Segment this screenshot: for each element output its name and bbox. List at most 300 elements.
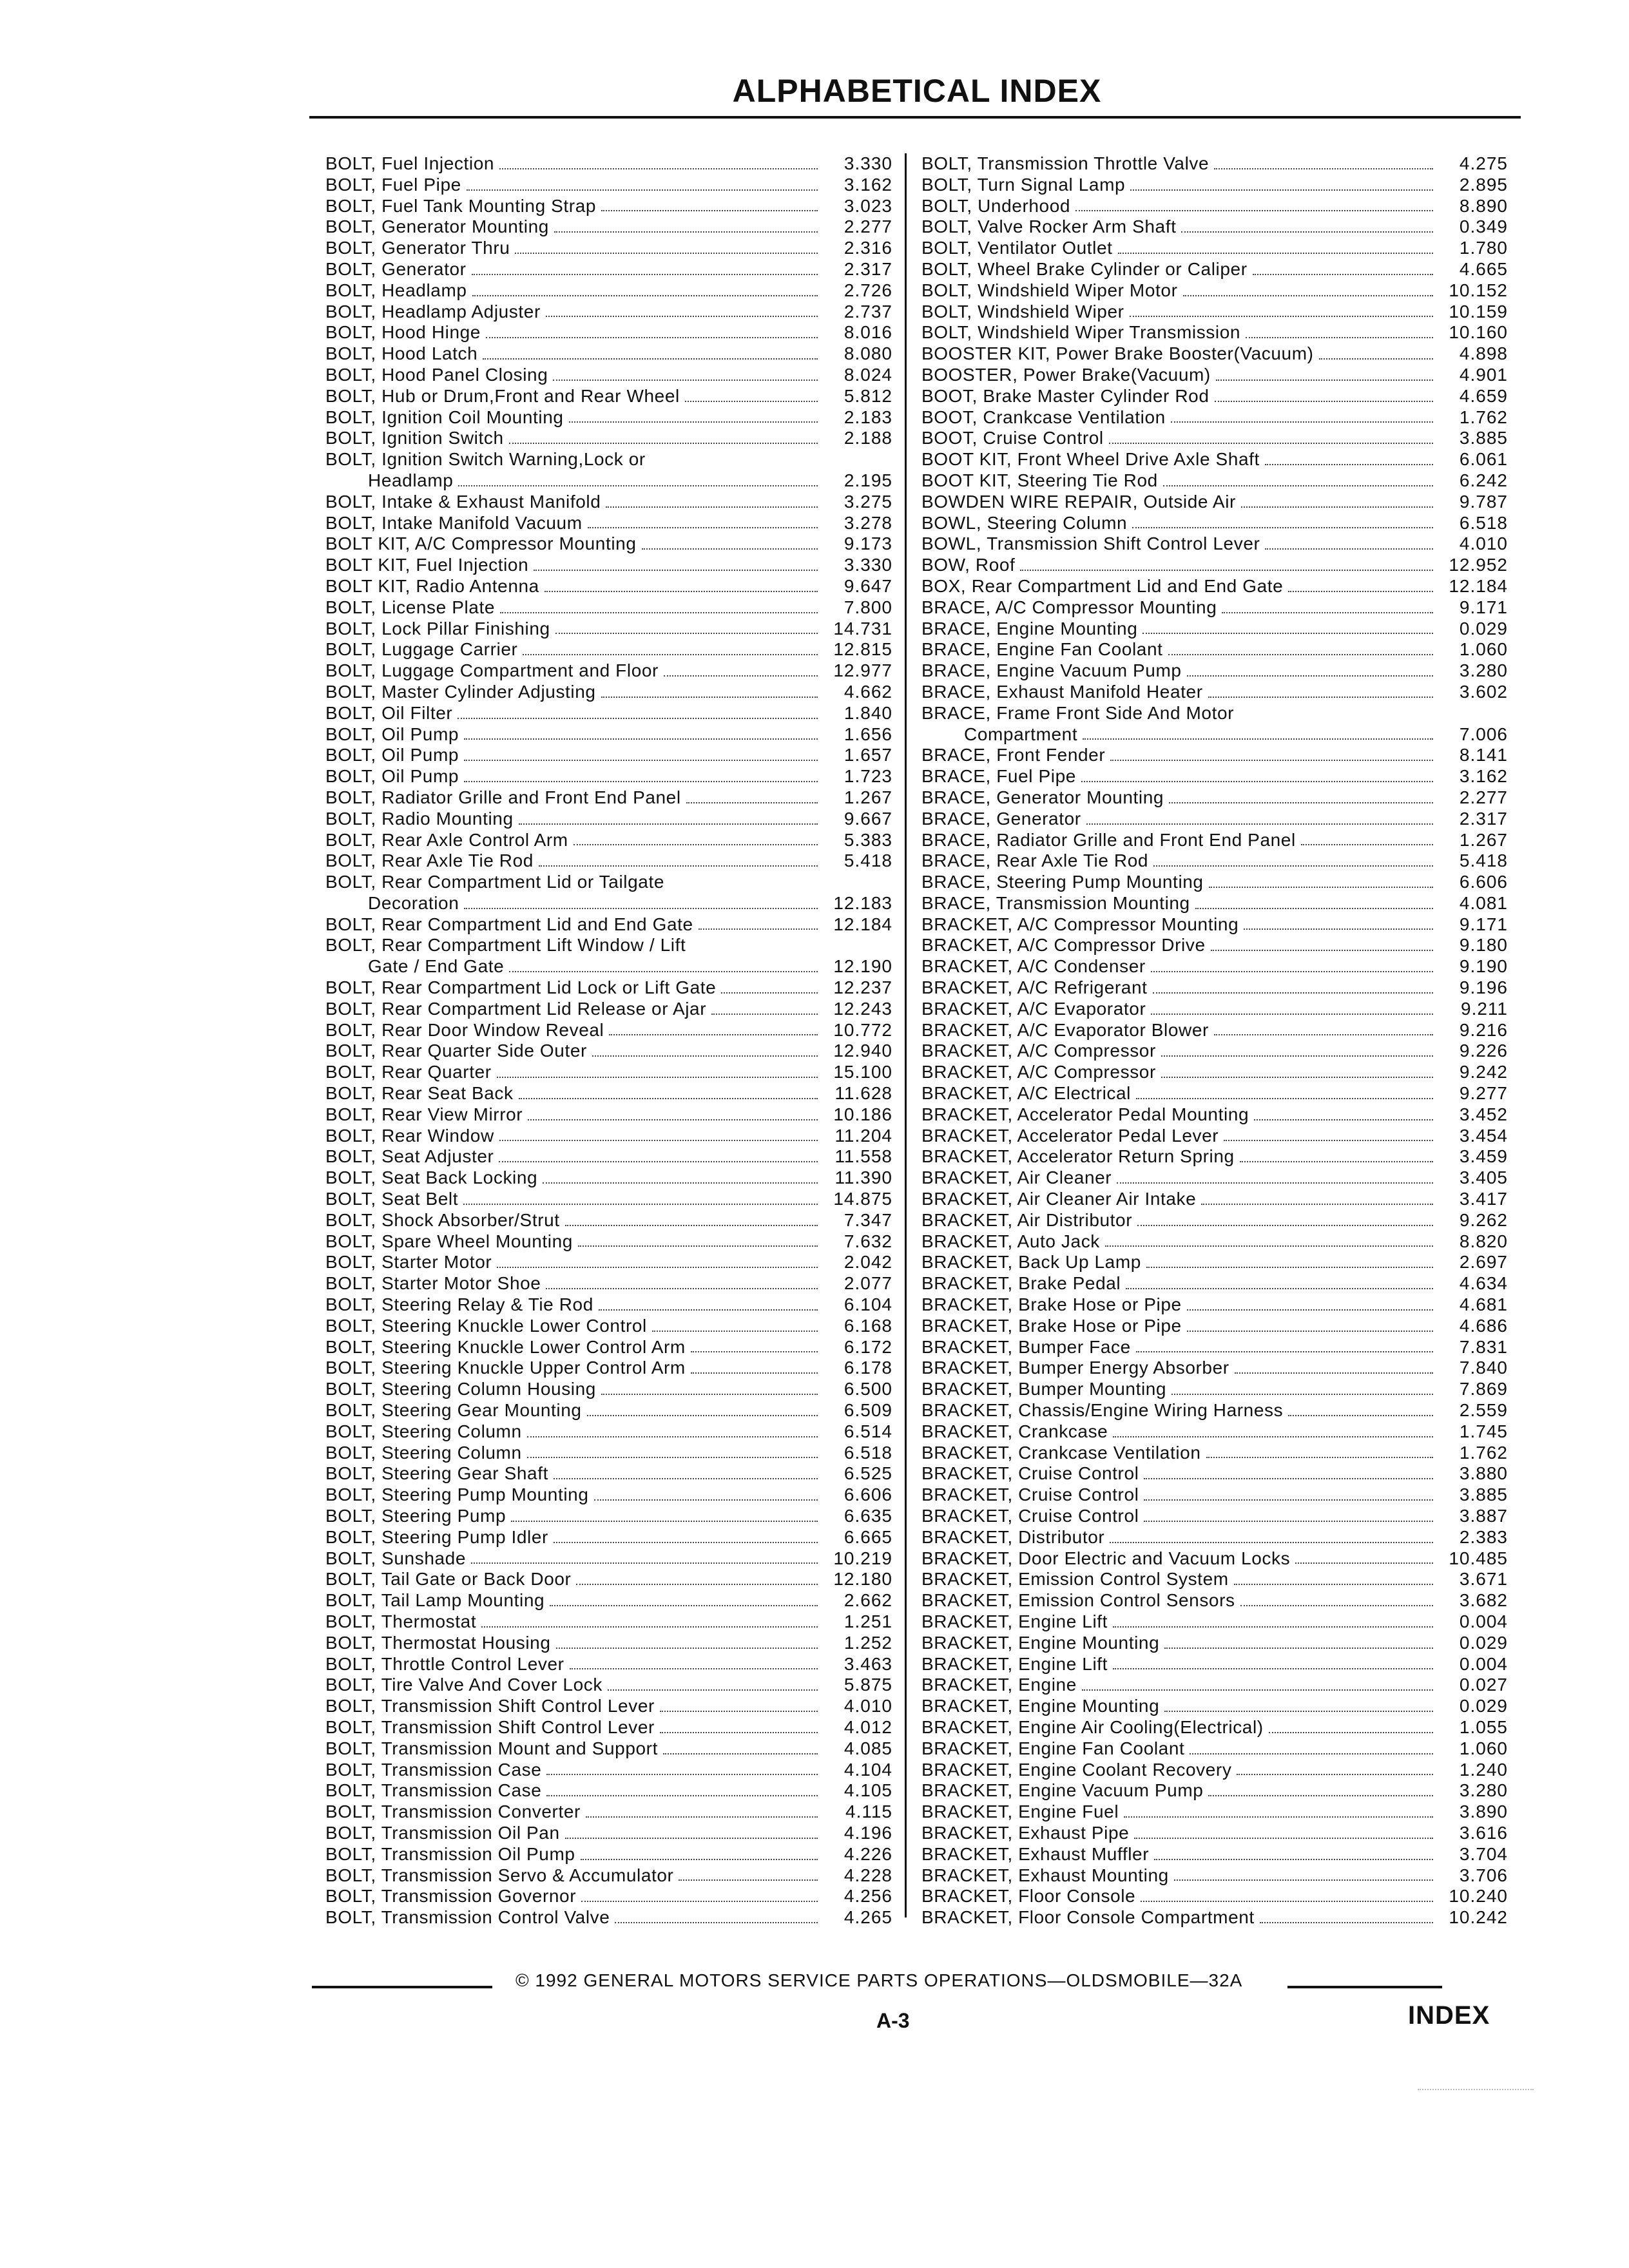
dot-leader — [554, 1478, 818, 1479]
index-entry-text: BOLT, Rear Axle Control Arm — [325, 829, 568, 850]
index-entry-page: 7.632 — [843, 1231, 892, 1251]
index-entry-page: 4.196 — [843, 1822, 892, 1843]
dot-leader — [481, 1626, 818, 1628]
index-entry-page: 4.115 — [845, 1802, 892, 1822]
index-entry-text: BRACE, Exhaust Manifold Heater — [921, 681, 1203, 702]
index-entry — [921, 1146, 1508, 1168]
index-entry-text: BOLT, Windshield Wiper Transmission — [921, 322, 1241, 343]
index-entry — [921, 1780, 1508, 1802]
index-entry-page: 3.885 — [1459, 1485, 1508, 1505]
index-entry-text: BOLT, Transmission Oil Pump — [325, 1843, 575, 1864]
dot-leader — [534, 570, 818, 571]
dot-leader — [1171, 1394, 1433, 1395]
dot-leader — [458, 485, 818, 486]
index-entry-text: BOLT, Rear Window — [325, 1125, 494, 1146]
index-entry-page: 3.682 — [1459, 1590, 1508, 1611]
index-entry-text: BRACKET, Emission Control System — [921, 1569, 1229, 1590]
dot-leader — [606, 506, 818, 508]
dot-leader — [1161, 1055, 1433, 1057]
title-rule — [309, 116, 1521, 119]
index-entry-page: 4.275 — [1459, 153, 1508, 173]
index-entry-text: BOLT, Ignition Coil Mounting — [325, 407, 564, 427]
index-entry-page: 12.184 — [833, 914, 892, 934]
index-entry-text: BOX, Rear Compartment Lid and End Gate — [921, 575, 1284, 596]
index-entry-text: BOLT, Transmission Converter — [325, 1802, 581, 1822]
index-entry-page: 12.180 — [833, 1569, 892, 1590]
index-entry-text: BOLT, Oil Pump — [325, 766, 459, 787]
index-entry-page: 8.141 — [1459, 745, 1508, 765]
index-entry-page: 1.840 — [843, 702, 892, 723]
index-entry-text: BRACE, A/C Compressor Mounting — [921, 597, 1217, 617]
index-entry — [921, 1907, 1508, 1928]
index-entry — [921, 787, 1508, 809]
index-entry — [921, 745, 1508, 766]
dot-leader — [497, 1267, 818, 1268]
index-entry-text: BOLT, Transmission Case — [325, 1759, 542, 1780]
index-entry-page: 2.316 — [843, 238, 892, 258]
dot-leader — [1214, 168, 1433, 169]
index-entry-page: 6.518 — [843, 1442, 892, 1463]
index-entry-page: 4.659 — [1459, 385, 1508, 406]
index-entry-page: 0.004 — [1459, 1611, 1508, 1631]
dot-leader — [527, 1457, 818, 1458]
index-entry-text: BRACKET, Air Cleaner Air Intake — [921, 1189, 1197, 1209]
index-entry-text: BOLT, Radio Mounting — [325, 808, 514, 829]
dot-leader — [1265, 548, 1433, 550]
dot-leader — [1075, 210, 1433, 211]
dot-leader — [1113, 1626, 1433, 1628]
index-entry — [921, 492, 1508, 513]
dot-leader — [554, 231, 818, 233]
index-entry-text: BRACKET, Cruise Control — [921, 1485, 1139, 1505]
dot-leader — [1142, 633, 1433, 634]
index-entry-page: 6.500 — [843, 1379, 892, 1399]
dot-leader — [472, 274, 818, 275]
index-entry-text: BOOSTER KIT, Power Brake Booster(Vacuum) — [921, 343, 1314, 364]
index-entry-text: BRACKET, A/C Compressor Drive — [921, 935, 1206, 956]
index-entry-text: BOLT, Rear Seat Back — [325, 1083, 514, 1104]
dot-leader — [464, 760, 818, 761]
index-entry-text: BOLT, Turn Signal Lamp — [921, 174, 1126, 195]
index-entry — [921, 1358, 1508, 1379]
dot-leader — [1086, 823, 1433, 825]
index-entry-page: 2.317 — [1459, 808, 1508, 829]
index-entry — [325, 597, 892, 619]
dot-leader — [721, 992, 818, 994]
index-entry — [325, 449, 892, 470]
index-entry — [921, 175, 1508, 196]
index-entry-page: 3.280 — [1459, 1780, 1508, 1801]
dot-leader — [1224, 1140, 1433, 1141]
index-entry — [921, 1020, 1508, 1041]
index-entry — [921, 407, 1508, 428]
index-entry-page: 3.162 — [843, 174, 892, 195]
index-entry — [325, 1337, 892, 1358]
index-entry — [325, 1506, 892, 1527]
index-entry-page: 6.168 — [843, 1315, 892, 1336]
index-entry — [921, 280, 1508, 302]
index-entry — [921, 365, 1508, 386]
index-entry — [325, 809, 892, 830]
index-entry — [325, 1294, 892, 1316]
index-entry-page: 2.183 — [843, 407, 892, 427]
index-entry-page: 2.195 — [843, 470, 892, 490]
dot-leader — [1113, 1668, 1433, 1669]
dot-leader — [1163, 485, 1433, 486]
index-entry-page: 11.558 — [834, 1146, 892, 1167]
dot-leader — [1187, 1309, 1433, 1311]
dot-leader — [1195, 908, 1433, 909]
index-entry — [325, 1126, 892, 1147]
index-entry — [325, 745, 892, 766]
index-entry-page: 3.330 — [843, 555, 892, 575]
index-entry — [921, 703, 1508, 724]
index-entry-text: BRACKET, Air Distributor — [921, 1209, 1133, 1230]
index-entry — [921, 597, 1508, 619]
dot-leader — [509, 443, 818, 444]
index-entry — [325, 872, 892, 893]
index-entry-text: BRACKET, Exhaust Muffler — [921, 1843, 1150, 1864]
index-entry-page: 2.077 — [843, 1273, 892, 1294]
dot-leader — [1141, 1901, 1433, 1902]
dot-leader — [1209, 887, 1433, 888]
index-entry-text: BOW, Roof — [921, 555, 1016, 575]
index-entry — [921, 1760, 1508, 1781]
index-entry-text: BOLT, Rear Axle Tie Rod — [325, 850, 534, 871]
index-entry-page: 3.885 — [1459, 428, 1508, 448]
dot-leader — [1137, 1225, 1433, 1226]
dot-leader — [499, 1140, 818, 1141]
index-entry-page: 9.216 — [1459, 1019, 1508, 1040]
index-entry — [325, 1633, 892, 1654]
index-entry-text: BOLT, Tail Lamp Mounting — [325, 1590, 545, 1611]
index-entry — [325, 533, 892, 555]
index-entry-text: BOOT KIT, Front Wheel Drive Axle Shaft — [921, 449, 1260, 470]
index-entry-text: BOLT, Transmission Control Valve — [325, 1907, 610, 1928]
index-entry — [921, 1675, 1508, 1696]
index-entry — [325, 175, 892, 196]
dot-leader — [1234, 1584, 1433, 1585]
dot-leader — [663, 1753, 818, 1754]
index-entry-text: BOLT, Rear Compartment Lid Release or Ajar — [325, 998, 707, 1019]
index-entry-page: 3.616 — [1459, 1822, 1508, 1843]
index-entry-page: 6.104 — [843, 1294, 892, 1315]
index-entry-page: 7.840 — [1459, 1358, 1508, 1378]
index-entry-text: BOLT, Steering Knuckle Lower Control Arm — [325, 1336, 686, 1357]
dot-leader — [1081, 781, 1433, 782]
index-entry — [921, 1696, 1508, 1717]
index-entry-page: 3.275 — [843, 491, 892, 512]
index-entry-page: 1.251 — [843, 1611, 892, 1631]
index-entry-page: 1.657 — [843, 745, 892, 765]
dot-leader — [691, 1372, 818, 1374]
index-entry — [325, 1886, 892, 1907]
dot-leader — [599, 1309, 818, 1311]
index-entry-page: 3.880 — [1459, 1463, 1508, 1484]
index-entry — [921, 428, 1508, 449]
index-entry-page: 9.262 — [1459, 1209, 1508, 1230]
dot-leader — [1164, 1711, 1433, 1712]
index-entry — [921, 1316, 1508, 1337]
index-entry — [921, 1104, 1508, 1126]
index-entry-text: BOLT, Steering Pump Idler — [325, 1526, 548, 1547]
dot-leader — [1130, 189, 1433, 191]
index-entry — [921, 1527, 1508, 1548]
index-entry — [921, 513, 1508, 534]
index-entry-page: 7.800 — [843, 597, 892, 617]
index-entry-text: BRACKET, A/C Electrical — [921, 1083, 1131, 1104]
dot-leader — [1136, 1098, 1433, 1099]
dot-leader — [615, 1922, 818, 1923]
index-entry-text: BOLT, Steering Pump — [325, 1506, 506, 1526]
index-entry-text: BOLT, Intake & Exhaust Manifold — [325, 491, 601, 512]
index-entry-page: 6.061 — [1459, 449, 1508, 470]
index-entry-page: 6.635 — [843, 1506, 892, 1526]
index-entry — [325, 1379, 892, 1400]
index-entry-text: BOLT, Oil Filter — [325, 702, 453, 723]
index-entry-page: 12.237 — [833, 977, 892, 998]
index-entry-text: BOLT, Transmission Shift Control Lever — [325, 1696, 655, 1716]
index-entry-page: 3.417 — [1459, 1189, 1508, 1209]
index-entry-page: 10.242 — [1449, 1907, 1508, 1928]
index-entry-page: 2.188 — [843, 428, 892, 448]
index-entry-text: BRACKET, Back Up Lamp — [921, 1252, 1141, 1273]
index-entry — [921, 830, 1508, 851]
index-entry-text: BOLT, Tail Gate or Back Door — [325, 1569, 572, 1590]
index-entry-page: 3.330 — [843, 153, 892, 173]
index-entry-page: 15.100 — [833, 1062, 892, 1082]
index-entry — [325, 343, 892, 365]
dot-leader — [1161, 1077, 1433, 1078]
dot-leader — [550, 1605, 818, 1606]
index-entry-page: 5.383 — [843, 829, 892, 850]
index-entry-page: 7.006 — [1459, 724, 1508, 744]
index-entry — [921, 977, 1508, 999]
index-entry-text: BOLT, Lock Pillar Finishing — [325, 618, 550, 639]
index-entry-page: 9.196 — [1459, 977, 1508, 998]
dot-leader — [519, 1098, 818, 1099]
dot-leader — [1153, 992, 1433, 994]
index-entry-text: BRACKET, Exhaust Mounting — [921, 1865, 1169, 1885]
index-entry — [921, 1083, 1508, 1104]
index-entry — [921, 1421, 1508, 1443]
index-entry — [921, 999, 1508, 1020]
index-entry-page: 3.887 — [1459, 1506, 1508, 1526]
index-entry-text: BOOSTER, Power Brake(Vacuum) — [921, 364, 1211, 385]
index-entry — [325, 1844, 892, 1865]
index-entry-page: 1.267 — [843, 787, 892, 807]
index-entry-page: 6.514 — [843, 1421, 892, 1441]
index-entry — [921, 1569, 1508, 1590]
index-entry — [921, 1654, 1508, 1675]
index-entry-page: 11.628 — [834, 1083, 892, 1104]
dot-leader — [500, 612, 818, 613]
index-entry-text: BOLT, License Plate — [325, 597, 496, 617]
index-entry-page: 4.686 — [1459, 1315, 1508, 1336]
dot-leader — [546, 1795, 818, 1796]
scan-mark — [1418, 2088, 1534, 2090]
index-entry — [921, 1443, 1508, 1464]
index-entry-page: 12.977 — [833, 660, 892, 681]
index-entry-text: BOLT, Luggage Carrier — [325, 639, 518, 660]
index-entry-text: BOLT, Rear Quarter — [325, 1062, 492, 1082]
index-entry — [325, 1548, 892, 1570]
index-entry-page: 2.895 — [1459, 174, 1508, 195]
dot-leader — [1240, 1605, 1433, 1606]
index-entry-page: 4.634 — [1459, 1273, 1508, 1294]
dot-leader — [660, 1711, 818, 1712]
index-entry-page: 3.459 — [1459, 1146, 1508, 1167]
dot-leader — [1253, 274, 1433, 275]
index-entry-text: BRACKET, A/C Condenser — [921, 956, 1146, 977]
index-entry-page: 1.762 — [1459, 407, 1508, 427]
index-entry-page: 2.277 — [843, 216, 892, 237]
index-entry — [921, 1273, 1508, 1294]
dot-leader — [608, 1689, 818, 1691]
index-entry-text: BOLT, Luggage Compartment and Floor — [325, 660, 659, 681]
index-entry — [921, 153, 1508, 175]
index-entry-page: 2.317 — [843, 258, 892, 279]
index-entry-page: 3.023 — [843, 195, 892, 216]
index-entry-page: 4.662 — [843, 681, 892, 702]
index-entry — [325, 1590, 892, 1611]
index-entry-text: BRACE, Generator Mounting — [921, 787, 1164, 807]
index-entry-text: Gate / End Gate — [368, 956, 505, 977]
dot-leader — [587, 1415, 818, 1416]
index-entry-text: BOLT, Seat Belt — [325, 1189, 459, 1209]
index-entry — [921, 216, 1508, 238]
index-entry-page: 10.160 — [1449, 322, 1508, 343]
index-entry — [325, 1738, 892, 1760]
dot-leader — [679, 1879, 818, 1881]
dot-leader — [464, 908, 818, 909]
index-entry — [921, 1041, 1508, 1062]
index-entry — [921, 1738, 1508, 1760]
index-entry — [325, 1780, 892, 1802]
dot-leader — [1144, 1478, 1433, 1479]
dot-leader — [1241, 506, 1433, 508]
index-entry-page: 5.875 — [843, 1675, 892, 1695]
index-entry-page: 5.418 — [1459, 850, 1508, 871]
index-entry-page: 6.242 — [1459, 470, 1508, 490]
dot-leader — [1130, 316, 1433, 317]
dot-leader — [543, 1182, 818, 1184]
index-entry — [921, 1379, 1508, 1400]
index-entry-text: BOOT, Crankcase Ventilation — [921, 407, 1166, 427]
index-column-left — [325, 153, 892, 1928]
index-entry-text: BRACKET, A/C Evaporator — [921, 998, 1146, 1019]
index-entry — [921, 1189, 1508, 1210]
index-entry-text: BOLT, Transmission Throttle Valve — [921, 153, 1210, 173]
index-entry-text: BRACKET, Floor Console — [921, 1886, 1136, 1907]
index-entry-page: 9.647 — [843, 575, 892, 596]
index-entry-text: BRACKET, Distributor — [921, 1526, 1105, 1547]
index-entry-text: BOWL, Steering Column — [921, 512, 1128, 533]
index-entry-text: BOLT, Steering Gear Shaft — [325, 1463, 548, 1484]
index-entry — [921, 238, 1508, 259]
index-entry-page: 3.671 — [1459, 1569, 1508, 1590]
index-entry-page: 7.869 — [1459, 1379, 1508, 1399]
index-entry-page: 9.226 — [1459, 1041, 1508, 1061]
index-entry — [325, 1358, 892, 1379]
index-entry — [325, 1569, 892, 1590]
index-entry — [921, 1633, 1508, 1654]
index-entry-page: 0.029 — [1459, 1632, 1508, 1653]
dot-leader — [601, 210, 818, 211]
dot-leader — [1269, 1732, 1433, 1733]
dot-leader — [546, 1288, 818, 1289]
index-entry-page: 4.901 — [1459, 364, 1508, 385]
dot-leader — [1265, 464, 1433, 465]
index-entry-page: 2.277 — [1459, 787, 1508, 807]
index-entry-page: 2.042 — [843, 1252, 892, 1273]
index-entry-text: BRACE, Transmission Mounting — [921, 892, 1190, 913]
index-entry-text: BOLT KIT, Fuel Injection — [325, 555, 529, 575]
index-entry — [921, 1548, 1508, 1570]
index-entry — [325, 280, 892, 302]
dot-leader — [609, 1034, 818, 1035]
index-entry-text: BRACKET, Engine Lift — [921, 1611, 1108, 1631]
index-entry-text: BOLT, Fuel Tank Mounting Strap — [325, 195, 597, 216]
index-entry — [325, 259, 892, 280]
index-entry — [325, 1760, 892, 1781]
index-entry — [921, 1886, 1508, 1907]
index-entry — [325, 216, 892, 238]
index-entry — [325, 1802, 892, 1823]
index-entry-page: 9.173 — [843, 533, 892, 554]
index-entry-page: 5.418 — [843, 850, 892, 871]
dot-leader — [1215, 401, 1433, 402]
dot-leader — [509, 971, 818, 972]
index-entry-text: BOLT, Steering Column — [325, 1421, 522, 1441]
index-entry — [325, 1083, 892, 1104]
index-entry — [921, 1337, 1508, 1358]
index-entry — [921, 766, 1508, 787]
index-entry — [325, 1907, 892, 1928]
dot-leader — [1126, 1288, 1433, 1289]
dot-leader — [1181, 231, 1433, 233]
index-entry-text: BOLT, Windshield Wiper — [921, 301, 1124, 322]
index-entry-text: BOLT, Seat Adjuster — [325, 1146, 494, 1167]
index-entry — [921, 1062, 1508, 1083]
dot-leader — [699, 928, 818, 930]
index-entry — [921, 1844, 1508, 1865]
index-entry-text: BRACKET, Bumper Energy Absorber — [921, 1358, 1229, 1378]
dot-leader — [1164, 1648, 1433, 1649]
dot-leader — [1118, 253, 1433, 254]
index-entry-text: BOLT, Generator — [325, 258, 467, 279]
dot-leader — [539, 865, 818, 867]
index-entry-text: BRACKET, Brake Hose or Pipe — [921, 1315, 1182, 1336]
index-entry — [325, 555, 892, 576]
dot-leader — [1109, 443, 1433, 444]
index-entry — [325, 977, 892, 999]
index-entry-page: 10.186 — [833, 1104, 892, 1124]
index-entry-page: 0.027 — [1459, 1675, 1508, 1695]
dot-leader — [1110, 1542, 1433, 1543]
index-entry-text: BRACKET, A/C Refrigerant — [921, 977, 1148, 998]
index-entry-text: BRACKET, Floor Console Compartment — [921, 1907, 1255, 1928]
dot-leader — [664, 675, 818, 677]
index-entry-page: 12.184 — [1449, 575, 1508, 596]
index-entry-page: 11.204 — [834, 1125, 892, 1146]
dot-leader — [464, 738, 818, 740]
index-entry-text: BOLT, Rear View Mirror — [325, 1104, 523, 1124]
index-entry — [325, 576, 892, 597]
index-entry — [921, 449, 1508, 470]
dot-leader — [581, 1859, 818, 1860]
index-entry — [921, 1168, 1508, 1189]
